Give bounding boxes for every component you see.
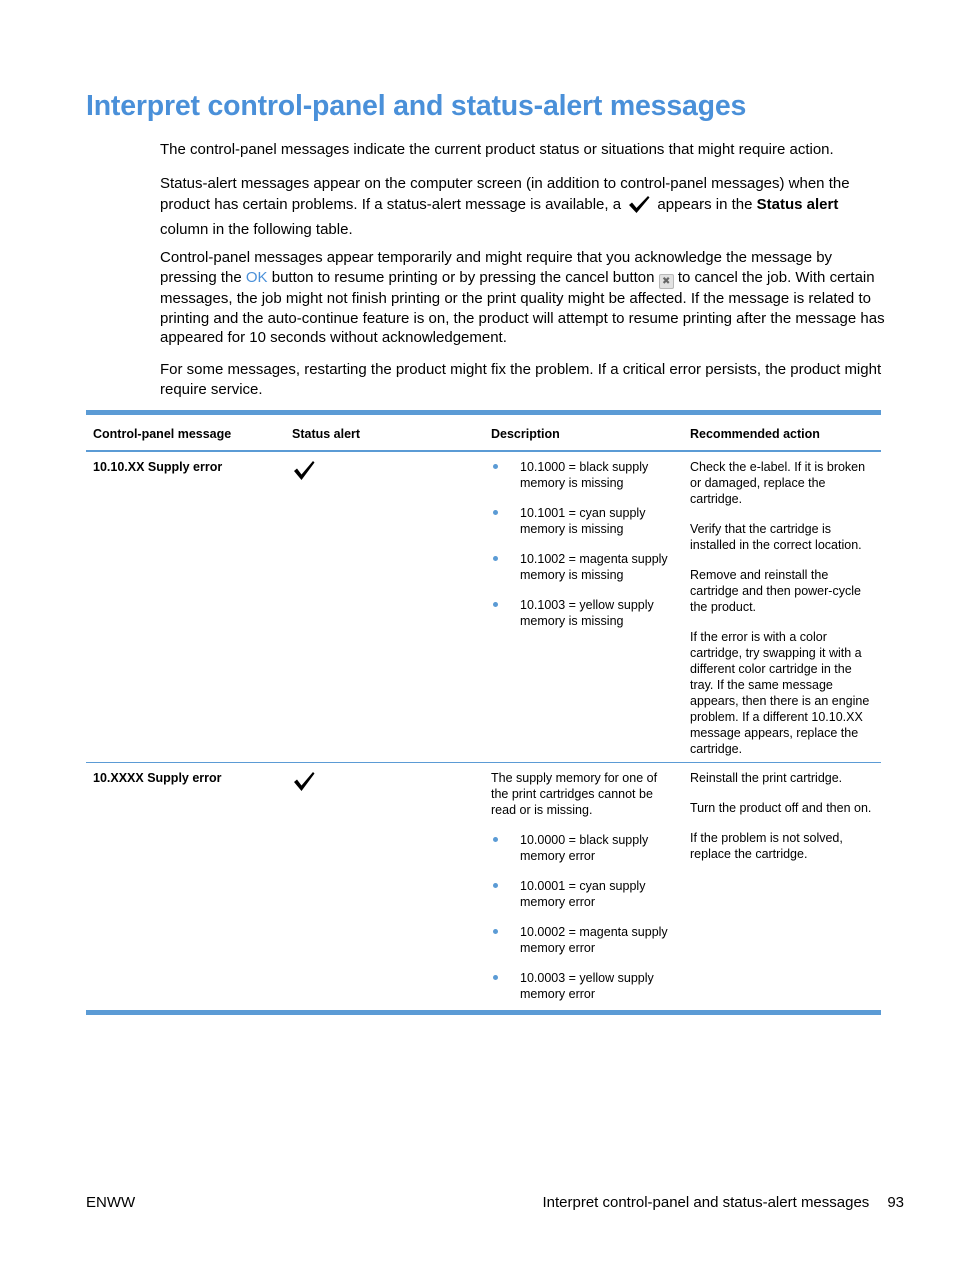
intro-p2-text-c: column in the following table. [160,220,353,238]
message-cell: 10.10.XX Supply error [86,451,285,763]
action-step: Check the e-label. If it is broken or damaged, replace the cartridge. [690,460,866,506]
header-description: Description [484,413,683,452]
intro-paragraph-2 [160,174,885,239]
intro-paragraph-4: For some messages, restarting the product might fix the problem. If a critical error persists, the product might require service. [160,361,882,398]
cancel-x-icon: ✖ [659,274,674,289]
intro-paragraph-1: The control-panel messages indicate the current product status or situations that might require action. [160,141,834,158]
recommended-action-cell [683,763,881,1013]
description-list [491,832,677,1002]
message-cell: 10.XXXX Supply error [93,771,222,785]
list-item: 10.0000 = black supply memory error [491,832,677,864]
header-control-panel-message: Control-panel message [86,413,285,452]
list-item: 10.0002 = magenta supply memory error [491,924,677,956]
intro-p3-text-b: button to resume printing or by pressing the cancel button [271,268,655,286]
checkmark-icon [292,470,316,484]
description-cell [484,763,683,1013]
list-item: 10.1001 = cyan supply memory is missing [491,505,677,537]
action-step: Remove and reinstall the cartridge and then power-cycle the product. [690,568,861,614]
list-item: 10.0003 = yellow supply memory error [491,970,677,1002]
ok-button-reference: OK [245,268,268,286]
checkmark-icon [627,194,651,220]
footer-left-label: ENWW [86,1194,136,1211]
action-step: Verify that the cartridge is installed in the correct location. [690,522,862,552]
status-alert-cell [285,763,484,1013]
action-step: If the problem is not solved, replace the cartridge. [690,831,843,861]
list-item: 10.1003 = yellow supply memory is missing [491,597,677,629]
intro-paragraph-3 [160,248,885,348]
action-step: If the error is with a color cartridge, try swapping it with a different color cartridge in the tray. If the same message appears, then there is an engine problem. If a different 10.10.XX message appears, replace the cartridge. [690,630,870,756]
intro-p3-text-a: Control-panel messages appear temporarily and might require that you acknowledge the message by pressing the [160,249,833,286]
footer-right [542,1194,904,1211]
recommended-action-cell [683,451,881,763]
intro-p2-bold: Status alert [756,195,839,213]
description-intro: The supply memory for one of the print cartridges cannot be read or is missing. [491,771,658,817]
intro-p3-text-c: to cancel the job. With certain messages, the job might not finish printing or the print quality might be affected. If the message is related to printing and the auto-continue feature is on, the product will attempt to resume printing after the message has appeared for 10 seconds without acknowledgement. [160,268,885,347]
checkmark-icon [292,781,316,795]
status-alert-cell [285,451,484,763]
intro-p2-text-b: appears in the [657,195,753,213]
table-header-row [86,413,881,452]
description-cell [484,451,683,763]
list-item: 10.0001 = cyan supply memory error [491,878,677,910]
header-recommended-action: Recommended action [683,413,881,452]
footer-section-title: Interpret control-panel and status-alert messages [542,1194,870,1211]
list-item: 10.1002 = magenta supply memory is missing [491,551,677,583]
action-step: Turn the product off and then on. [690,801,872,815]
action-step: Reinstall the print cartridge. [690,771,843,785]
table-row [86,763,881,1013]
table-row [86,451,881,763]
page-number: 93 [887,1194,904,1211]
page-title: Interpret control-panel and status-alert messages [86,90,747,122]
header-status-alert: Status alert [285,413,484,452]
description-list [491,459,677,629]
list-item: 10.1000 = black supply memory is missing [491,459,677,491]
intro-p2-text-a: Status-alert messages appear on the computer screen (in addition to control-panel messages) when the product has certain problems. If a status-alert message is available, a [160,175,850,213]
messages-table [86,410,881,1015]
